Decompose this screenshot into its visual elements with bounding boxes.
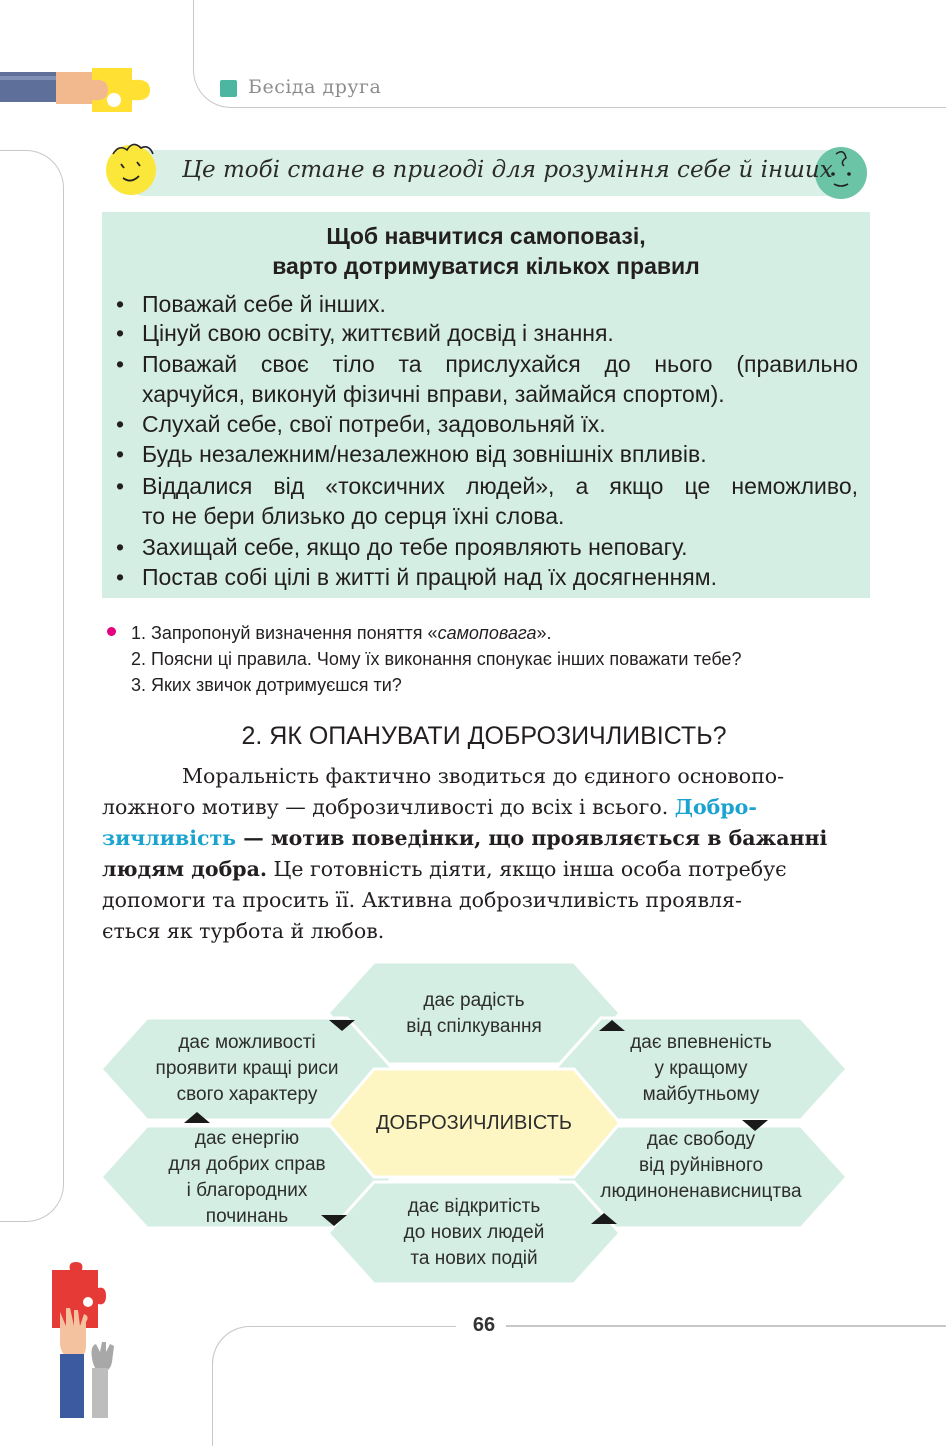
bullet-icon: • [116, 534, 125, 560]
rule-text: Будь незалежним/незалежною від зовнішніх впливів. [142, 441, 707, 467]
bullet-icon: • [116, 320, 125, 346]
hex-label-line: проявити кращі риси [155, 1058, 339, 1079]
rule-text: Постав собі цілі в житті й працюй над їх досягненням. [142, 564, 717, 590]
hex-label-line: свого характеру [176, 1084, 318, 1105]
rule-text: Захищай себе, якщо до тебе проявляють неповагу. [142, 534, 688, 560]
question-1-suffix: ». [536, 623, 552, 643]
definition-bold-end: людям добра. [102, 857, 267, 881]
hex-label-line: до нових людей [403, 1222, 545, 1243]
rule-text: харчуйся, виконуй фізичні вправи, займайся спортом). [142, 381, 725, 407]
hex-label-top-left [107, 1030, 387, 1108]
hex-label-line: майбутньому [642, 1084, 760, 1105]
hex-label-line: у кращому [654, 1058, 748, 1079]
rule-text: Поважай себе й інших. [142, 291, 386, 317]
hex-label-bottom [334, 1194, 614, 1272]
rule-text: Віддалися від «токсичних людей», а якщо це неможливо, [142, 473, 858, 499]
hex-label-line: і благородних [186, 1180, 308, 1201]
rule-text: Поважай своє тіло та прислухайся до нього (правильно [142, 351, 858, 377]
bullet-icon: • [116, 473, 125, 499]
running-header: Бесіда друга [248, 76, 382, 98]
footer-rule-right [506, 1325, 946, 1327]
question-3: 3. Яких звичок дотримуєшся ти? [131, 675, 402, 695]
term-highlight-cont: зичливість [102, 826, 237, 850]
bullet-icon: • [116, 441, 125, 467]
rules-title-line1: Щоб навчитися самоповазі, [326, 223, 646, 249]
rule-text: то не бери близько до серця їхні слова. [142, 503, 565, 529]
hex-label-line: дає енергію [194, 1128, 300, 1149]
hex-label-top-right [561, 1030, 841, 1108]
question-1-term: самоповага [437, 623, 537, 643]
rule-text: Цінуй свою освіту, життєвий досвід і знання. [142, 320, 614, 346]
bullet-icon: • [116, 291, 125, 317]
hex-label-line: дає можливості [178, 1032, 316, 1053]
paragraph-line-2-text: ложного мотиву — доброзичливості до всіх і всього. [102, 795, 675, 819]
hex-label-line: починань [205, 1206, 289, 1227]
page-number: 66 [472, 1314, 496, 1336]
banner-text: Це тобі стане в пригоді для розуміння себе й інших [182, 157, 833, 183]
hex-label-center: ДОБРОЗИЧЛИВІСТЬ [376, 1112, 572, 1134]
paragraph-line-5: допомоги та просить її. Активна доброзичливість проявля- [102, 888, 742, 912]
paragraph-line-1: Моральність фактично зводиться до єдиного основопо- [182, 764, 785, 788]
hex-label-line: для добрих справ [168, 1154, 326, 1175]
definition-bold: — мотив поведінки, що проявляється в бажанні [236, 826, 828, 850]
bullet-icon: • [116, 564, 125, 590]
section-heading: 2. ЯК ОПАНУВАТИ ДОБРОЗИЧЛИВІСТЬ? [241, 722, 727, 750]
bullet-icon: • [116, 351, 125, 377]
footer-rule-left [212, 1326, 456, 1366]
hex-label-line: людиноненависництва [600, 1181, 802, 1202]
hands-puzzle-icon [40, 1262, 130, 1418]
question-1-prefix: 1. Запропонуй визначення поняття « [131, 623, 438, 643]
hex-label-line: від спілкування [406, 1016, 542, 1037]
hex-label-line: дає радість [423, 990, 525, 1011]
paragraph-line-6: ється як турбота й любов. [102, 919, 385, 943]
term-highlight: Добро- [674, 795, 757, 819]
paragraph-line-4-text: Це готовність діяти, якщо інша особа потребує [267, 857, 787, 881]
hex-label-line: та нових подій [410, 1248, 538, 1269]
hex-label-line: дає свободу [646, 1129, 756, 1150]
question-2: 2. Поясни ці правила. Чому їх виконання спонукає інших поважати тебе? [131, 649, 742, 669]
hex-label-line: від руйнівного [638, 1155, 764, 1176]
rules-title-line2: варто дотримуватися кількох правил [272, 253, 700, 279]
rule-text: Слухай себе, свої потреби, задовольняй їх. [142, 411, 606, 437]
hex-label-line: дає відкритість [407, 1196, 541, 1217]
bullet-icon: • [116, 411, 125, 437]
hex-label-line: дає впевненість [630, 1032, 772, 1053]
